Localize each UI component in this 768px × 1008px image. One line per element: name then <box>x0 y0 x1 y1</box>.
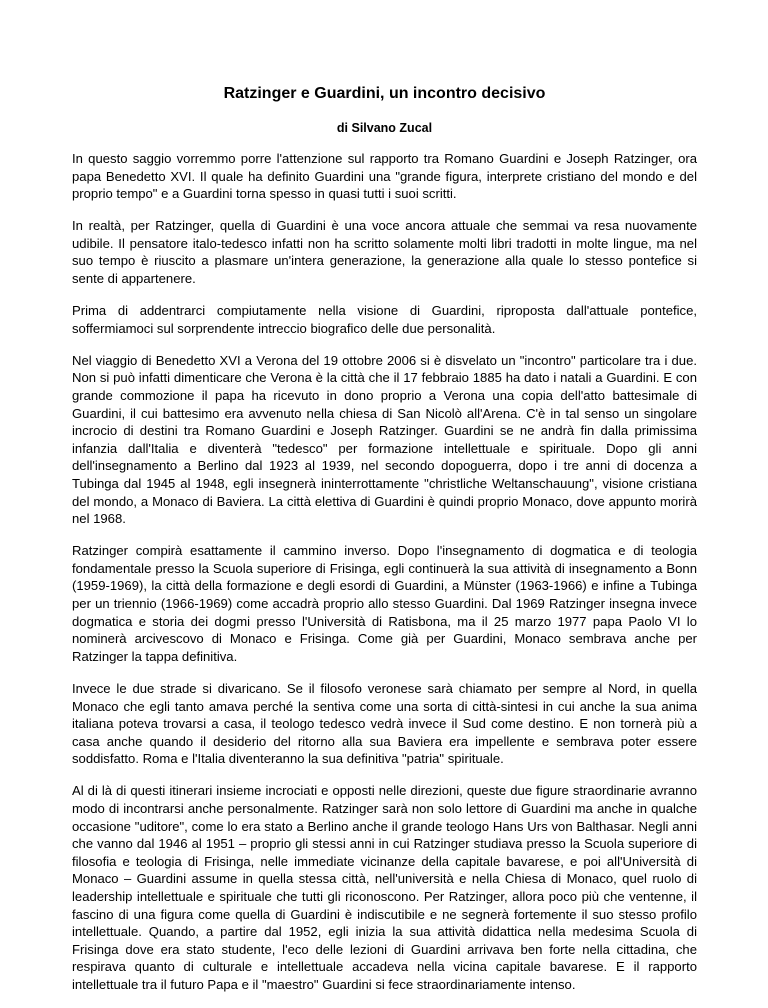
paragraph-3: Prima di addentrarci compiutamente nella visione di Guardini, riproposta dall'attuale pontefice, soffermiamoci sul sorprendente intreccio biografico delle due personalità. <box>72 303 697 336</box>
paragraph-4: Nel viaggio di Benedetto XVI a Verona del 19 ottobre 2006 si è disvelato un "incontro" particolare tra i due. Non si può infatti dimenticare che Verona è la città che il 17 febbraio 1885 ha dato i natali a Guardini. E con grande commozione il papa ha ricevuto in dono proprio a Verona una copia dell'atto battesimale di Guardini, il cui battesimo era avvenuto nella chiesa di San Nicolò all'Arena. C'è in tal senso un singolare incrocio di destini tra Romano Guardini e Joseph Ratzinger. Guardini se ne andrà fin dalla primissima infanzia dall'Italia e diventerà "tedesco" per formazione intellettuale e spirituale. Dopo gli anni dell'insegnamento a Berlino dal 1923 al 1939, nel secondo dopoguerra, dopo i tre anni di docenza a Tubinga dal 1945 al 1948, egli insegnerà ininterrottamente "christliche Weltanschauung", visione cristiana del mondo, a Monaco di Baviera. La città elettiva di Guardini è quindi proprio Monaco, dove appunto morirà nel 1968. <box>72 352 697 527</box>
paragraph-6: Invece le due strade si divaricano. Se il filosofo veronese sarà chiamato per sempre al Nord, in quella Monaco che egli tanto amava perché la sentiva come una sorta di città-sintesi in cui anche la sua anima italiana poteva trovarsi a casa, il teologo tedesco vedrà invece il Sud come destino. E non tornerà più a casa anche quando il desiderio del ritorno alla sua Baviera era impellente e sembrava poter essere soddisfatto. Roma e l'Italia diventeranno la sua definitiva "patria" spirituale. <box>72 680 697 767</box>
document-page <box>72 84 697 1008</box>
paragraph-5: Ratzinger compirà esattamente il cammino inverso. Dopo l'insegnamento di dogmatica e di teologia fondamentale presso la Scuola superiore di Frisinga, egli continuerà la sua attività di insegnamento a Bonn (1959-1969), la città della formazione e degli esordi di Guardini, a Münster (1963-1966) e infine a Tubinga per un triennio (1966-1969) come accadrà proprio allo stesso Guardini. Dal 1969 Ratzinger insegna invece dogmatica e storia dei dogmi presso l'Università di Ratisbona, ma il 25 marzo 1977 papa Paolo VI lo nominerà arcivescovo di Monaco e Frisinga. Come già per Guardini, Monaco sembrava anche per Ratzinger la tappa definitiva. <box>72 543 697 664</box>
paragraph-1: In questo saggio vorremmo porre l'attenzione sul rapporto tra Romano Guardini e Joseph Ratzinger, ora papa Benedetto XVI. Il quale ha definito Guardini una "grande figura, interprete cristiano del mondo e del proprio tempo" e a Guardini torna spesso in quasi tutti i suoi scritti. <box>72 151 697 202</box>
document-author: di Silvano Zucal <box>336 121 433 135</box>
document-title: Ratzinger e Guardini, un incontro decisivo <box>223 85 546 102</box>
paragraph-2: In realtà, per Ratzinger, quella di Guardini è una voce ancora attuale che semmai va resa nuovamente udibile. Il pensatore italo-tedesco infatti non ha scritto solamente molti libri tradotti in molte lingue, ma nel suo tempo è riuscito a plasmare un'intera generazione, la generazione alla quale lo stesso pontefice si sente di appartenere. <box>72 218 697 287</box>
paragraph-7: Al di là di questi itinerari insieme incrociati e opposti nelle direzioni, queste due figure straordinarie avranno modo di incontrarsi anche personalmente. Ratzinger sarà non solo lettore di Guardini ma anche in qualche occasione "uditore", come lo era stato a Berlino anche il grande teologo Hans Urs von Balthasar. Negli anni che vanno dal 1946 al 1951 – proprio gli stessi anni in cui Ratzinger studiava presso la Scuola superiore di filosofia e teologia di Frisinga, nelle immediate vicinanze della capitale bavarese, e poi all'Università di Monaco – Guardini assume in quella stessa città, nell'università e nella Chiesa di Monaco, quel ruolo di leadership intellettuale e spirituale che tutti gli riconoscono. Per Ratzinger, allora poco più che ventenne, il fascino di una figura come quella di Guardini è indiscutibile e ne segnerà fortemente il suo stesso profilo intellettuale. Quando, a partire dal 1952, egli inizia la sua attività didattica nella medesima Scuola di Frisinga dove era stato studente, l'eco delle lezioni di Guardini arrivava ben forte nella cittadina, che respirava quanto di culturale e intellettuale accadeva nella vicina capitale bavarese. E il rapporto intellettuale tra il futuro Papa e il "maestro" Guardini si fece straordinariamente intenso. <box>72 783 697 992</box>
